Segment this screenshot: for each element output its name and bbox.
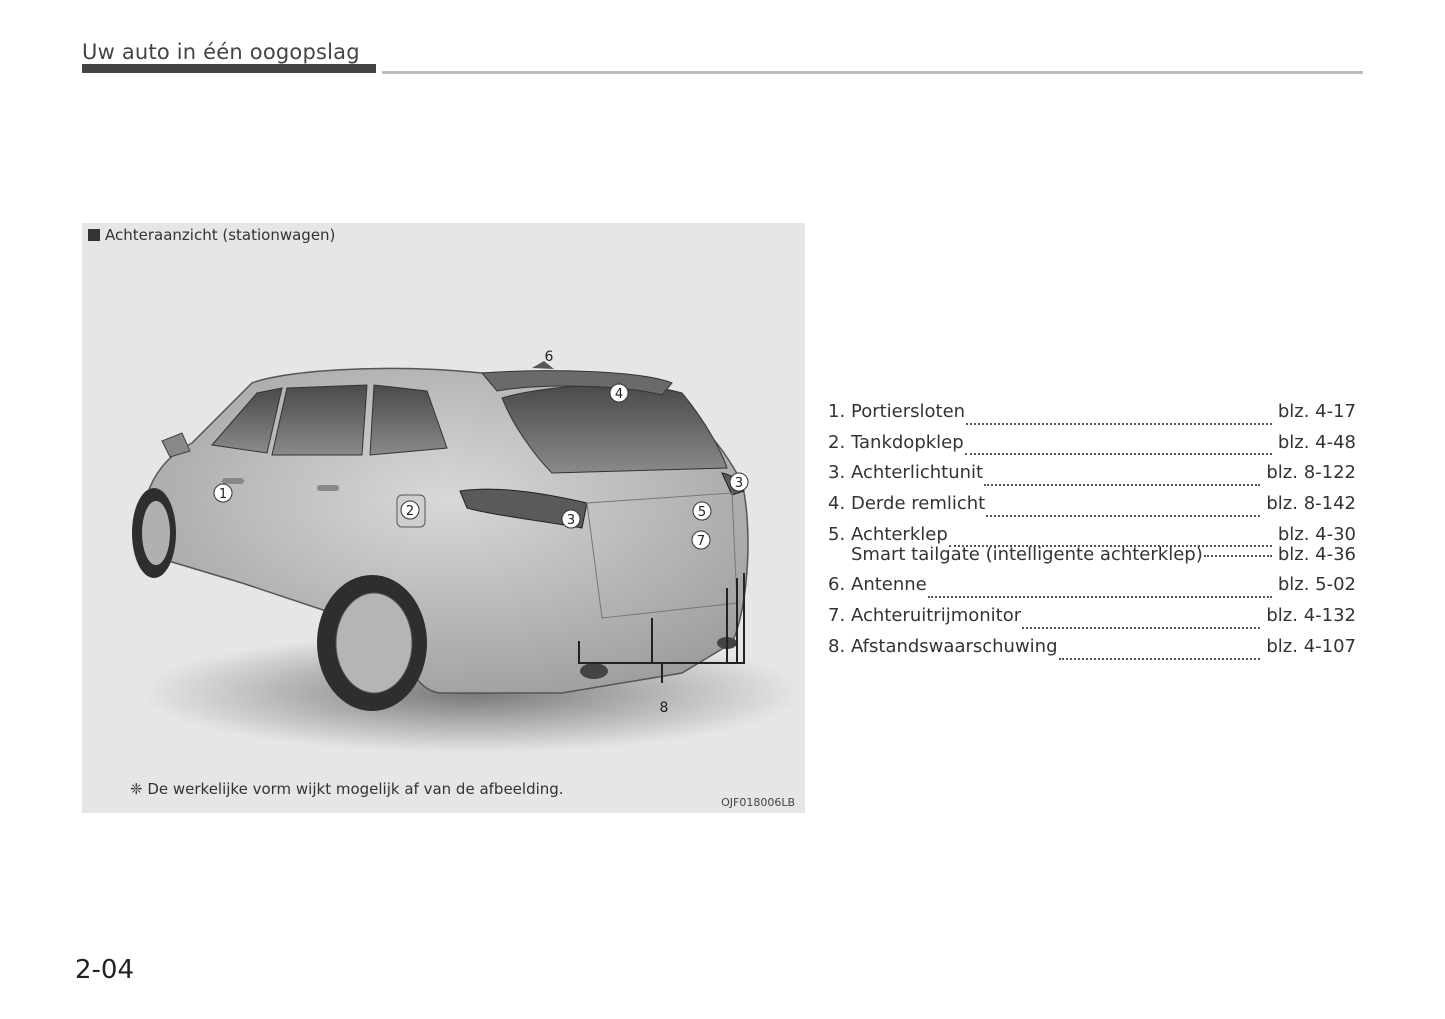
callout-2 [401, 501, 419, 519]
dot-leader [965, 453, 1272, 455]
svg-text:7: 7 [696, 534, 706, 549]
callout-3-left [562, 510, 580, 528]
callout-4 [610, 384, 628, 402]
list-item-sub: Smart tailgate (intelligente achterklep) blz. 4-36 [851, 544, 1356, 566]
figure-note: ❈ De werkelijke vorm wijkt mogelijk af van de afbeelding. [130, 780, 564, 798]
component-list [828, 401, 1356, 667]
svg-text:4: 4 [614, 387, 624, 402]
door-handle-front [222, 478, 244, 484]
svg-text:5: 5 [697, 505, 707, 520]
rear-rim [336, 593, 412, 693]
door-handle-rear [317, 485, 339, 491]
dot-leader [928, 596, 1272, 598]
list-item: 1. Portiersloten blz. 4-17 [828, 401, 1356, 432]
svg-text:8: 8 [659, 700, 669, 716]
dot-leader [1022, 627, 1260, 629]
front-rim [142, 501, 170, 565]
list-item: 5. Achterklep blz. 4-30 [828, 524, 1356, 555]
section-title: Uw auto in één oogopslag [82, 40, 360, 64]
svg-text:6: 6 [544, 349, 554, 365]
list-item: 6. Antenne blz. 5-02 [828, 574, 1356, 605]
dot-leader [1059, 658, 1261, 660]
header-bar-dark [82, 64, 376, 73]
page-number: 2-04 [75, 955, 135, 985]
list-item: 3. Achterlichtunit blz. 8-122 [828, 462, 1356, 493]
svg-text:1: 1 [218, 487, 228, 502]
svg-text:3: 3 [566, 513, 576, 528]
figure-title-text: Achteraanzicht (stationwagen) [105, 226, 336, 244]
page-ref: blz. 5-02 [1277, 574, 1356, 596]
header-rule [382, 71, 1363, 74]
page-ref: blz. 4-36 [1277, 544, 1356, 566]
callout-1 [214, 484, 232, 502]
page-ref: blz. 8-142 [1266, 493, 1356, 515]
rear-view-figure [82, 223, 805, 813]
dot-leader [1204, 555, 1272, 557]
list-item: 4. Derde remlicht blz. 8-142 [828, 493, 1356, 524]
page-ref: blz. 4-30 [1277, 523, 1356, 545]
car-illustration [82, 223, 805, 813]
side-window-middle [272, 385, 367, 455]
page-ref: blz. 8-122 [1266, 462, 1356, 484]
list-item: 8. Afstandswaarschuwing blz. 4-107 [828, 636, 1356, 667]
page-ref: blz. 4-132 [1266, 605, 1356, 627]
dot-leader [986, 515, 1260, 517]
callout-7 [692, 531, 710, 549]
exhaust-left [580, 663, 608, 679]
dot-leader [966, 423, 1272, 425]
page-ref: blz. 4-107 [1266, 635, 1356, 657]
callout-8 [660, 700, 669, 716]
svg-text:2: 2 [405, 504, 415, 519]
callout-6 [545, 349, 554, 365]
list-item: 7. Achteruitrijmonitor blz. 4-132 [828, 605, 1356, 636]
page-ref: blz. 4-17 [1277, 401, 1356, 422]
page-ref: blz. 4-48 [1277, 431, 1356, 453]
list-item: 2. Tankdopklep blz. 4-48 [828, 432, 1356, 463]
callout-5 [693, 502, 711, 520]
svg-text:3: 3 [734, 476, 744, 491]
dot-leader [984, 484, 1260, 486]
callout-3-right [730, 473, 748, 491]
figure-code: OJF018006LB [721, 796, 795, 809]
